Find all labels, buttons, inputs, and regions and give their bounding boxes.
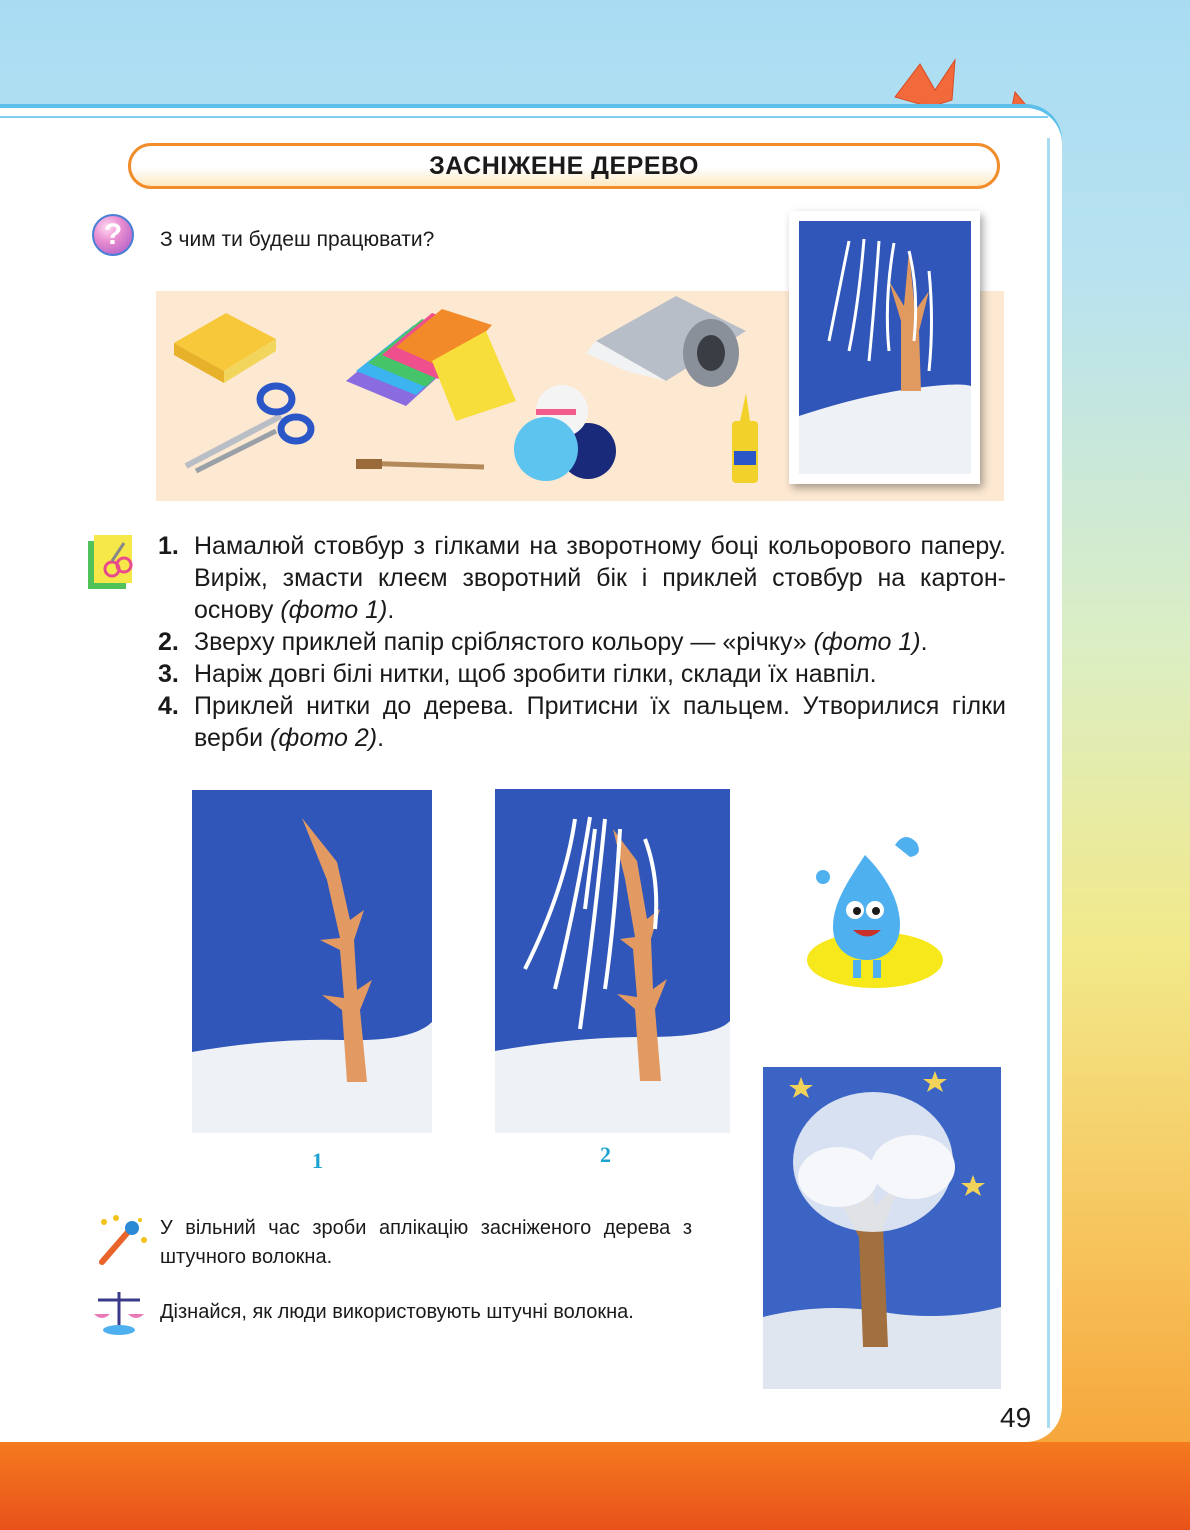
scales-icon xyxy=(92,1286,146,1338)
title-bar xyxy=(128,143,1000,189)
step-photo-ref: (фото 1) xyxy=(280,596,388,624)
finished-sample-photo xyxy=(789,211,980,484)
magic-brush-icon xyxy=(94,1214,148,1266)
step-2 xyxy=(158,626,1006,658)
step-end: . xyxy=(920,628,928,656)
step-number: 1. xyxy=(158,532,179,560)
step-text: Приклей нитки до дерева. Притисни їх пальцем. Утворилися гілки верби xyxy=(194,692,1006,752)
foil-roll-icon xyxy=(586,296,746,387)
sample-photo-image xyxy=(789,211,980,484)
page-edge-right xyxy=(1047,138,1050,1428)
step-end: . xyxy=(377,724,385,752)
page-number: 49 xyxy=(1000,1402,1032,1433)
instruction-steps xyxy=(158,530,1006,754)
step-number: 3. xyxy=(158,660,179,688)
step-photo-ref: (фото 2) xyxy=(270,724,378,752)
step-text: Зверху приклей папір сріблястого кольору — «річку» xyxy=(194,628,807,656)
question-mark-icon: ? xyxy=(92,214,134,256)
photo-1-caption: 1 xyxy=(312,1148,323,1173)
brush-icon xyxy=(356,459,484,469)
step-4 xyxy=(158,690,1006,754)
paper-scissors-icon xyxy=(88,535,138,591)
page-title: ЗАСНІЖЕНЕ ДЕРЕВО xyxy=(429,151,699,180)
yarn-balls-icon xyxy=(514,385,616,481)
water-drop-mascot-icon xyxy=(805,825,945,995)
glue-bottle-icon xyxy=(732,393,758,483)
photo-2 xyxy=(495,789,730,1133)
photo-2-caption: 2 xyxy=(600,1142,611,1167)
snowy-tree-picture xyxy=(763,1067,1001,1389)
step-text: Намалюй стовбур з гілками на зворотному боці кольорового паперу. Виріж, змасти клеєм зворотний бік і приклей стовбур на картон-основу xyxy=(194,532,1006,624)
step-3 xyxy=(158,658,1006,690)
page-edge-line xyxy=(0,116,1048,118)
scissors-icon xyxy=(186,386,311,471)
bottom-band xyxy=(0,1442,1190,1530)
research-note: Дізнайся, як люди використовують штучні волокна. xyxy=(160,1301,634,1323)
step-number: 4. xyxy=(158,692,179,720)
step-number: 2. xyxy=(158,628,179,656)
step-photo-ref: (фото 1) xyxy=(813,628,921,656)
step-text: Наріж довгі білі нитки, щоб зробити гілки, склади їх навпіл. xyxy=(194,660,877,688)
sticky-notes-icon xyxy=(174,313,276,383)
free-time-note: У вільний час зроби аплікацію засніженого дерева з штучного волокна. xyxy=(160,1217,692,1268)
question-text: З чим ти будеш працювати? xyxy=(160,228,435,251)
step-1 xyxy=(158,530,1006,626)
colored-paper-icon xyxy=(346,309,516,421)
step-end: . xyxy=(387,596,395,624)
photo-1 xyxy=(192,790,432,1133)
